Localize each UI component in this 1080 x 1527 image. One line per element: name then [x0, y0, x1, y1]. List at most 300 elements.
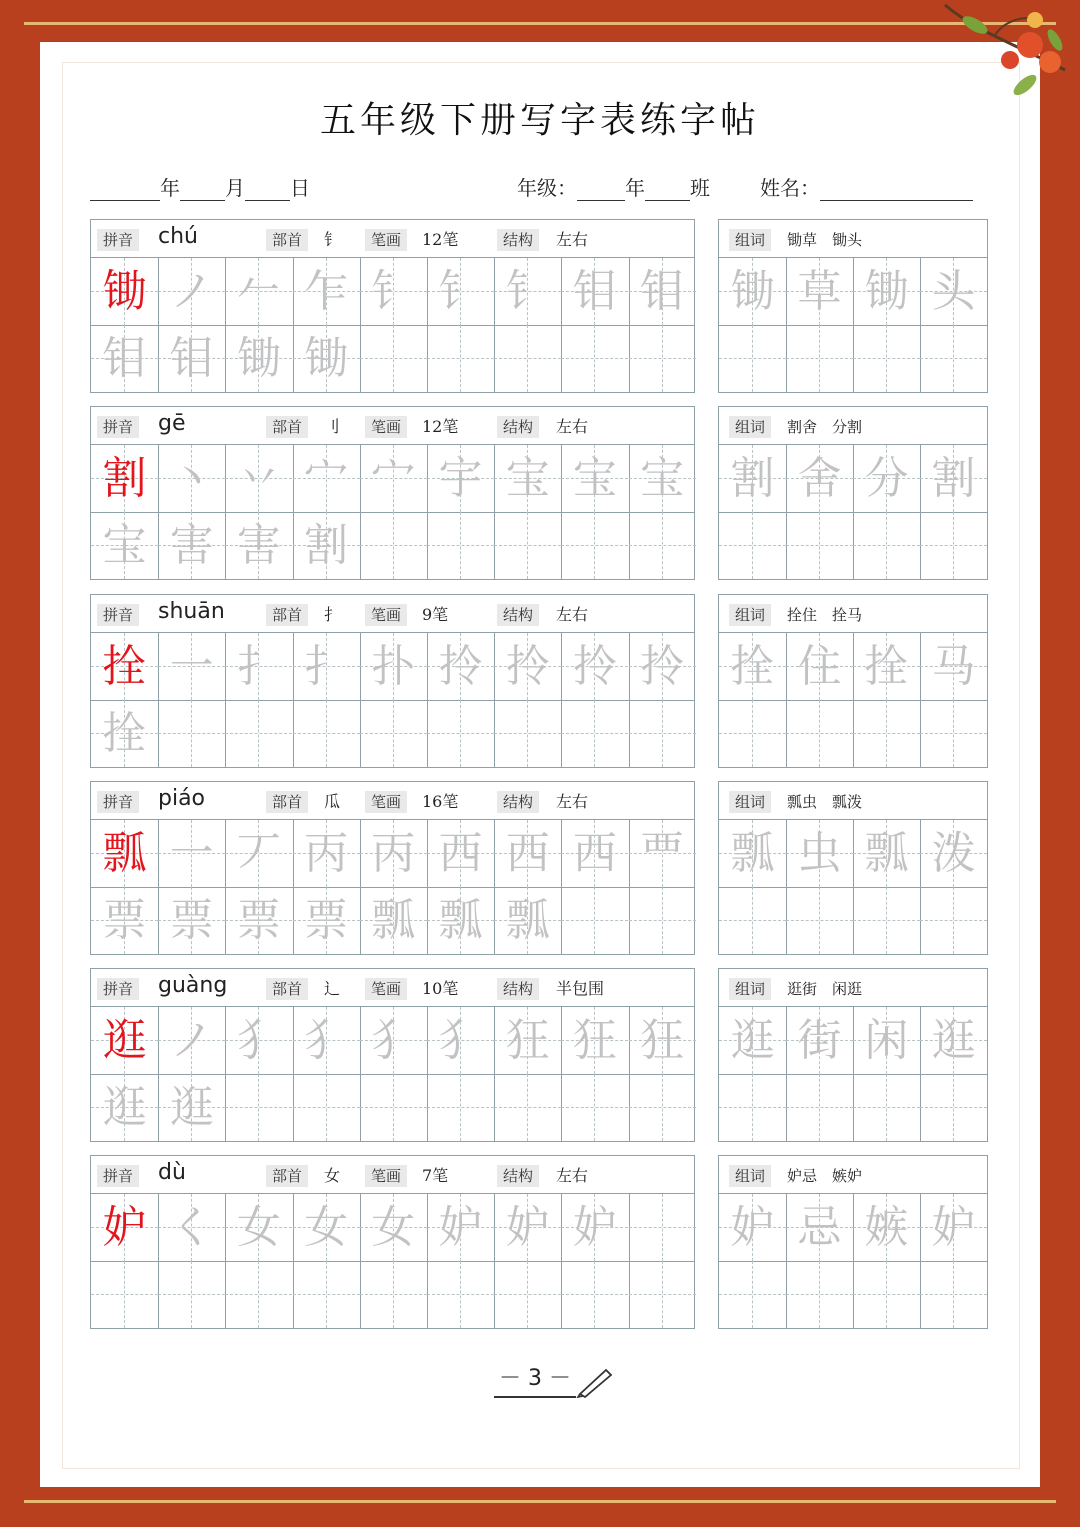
strokes-value: 12笔 [422, 230, 459, 249]
character-practice-box [90, 781, 695, 955]
writing-cell[interactable] [494, 1074, 561, 1141]
writing-cell[interactable] [360, 1261, 427, 1328]
writing-cell[interactable] [158, 1007, 225, 1074]
writing-cell[interactable] [158, 1194, 225, 1261]
character-info-header [91, 782, 694, 820]
writing-cell[interactable] [91, 887, 158, 954]
stroke-order-step: く [169, 1202, 214, 1253]
word-trace-character: 逛 [931, 1015, 976, 1066]
stroke-order-step: 一 [169, 828, 214, 879]
word-writing-cell[interactable] [786, 445, 853, 512]
cell-guide-vertical [953, 887, 954, 954]
writing-cell[interactable] [293, 820, 360, 887]
writing-cell[interactable] [494, 325, 561, 392]
word-writing-cell[interactable] [853, 1007, 920, 1074]
writing-cell[interactable] [360, 512, 427, 579]
word-writing-cell[interactable] [719, 445, 786, 512]
stroke-order-step: 宝 [102, 520, 147, 571]
character-info-header [91, 220, 694, 258]
word-writing-cell[interactable] [719, 633, 786, 700]
word-writing-cell[interactable] [719, 887, 786, 954]
writing-cell[interactable] [158, 820, 225, 887]
word-writing-cell[interactable] [853, 445, 920, 512]
stroke-order-step: 犭 [236, 1015, 281, 1066]
word-trace-character: 舍 [797, 453, 842, 504]
writing-cell[interactable] [494, 633, 561, 700]
stroke-order-step: 扌 [236, 641, 281, 692]
writing-cell[interactable] [561, 1194, 628, 1261]
writing-cell[interactable] [293, 445, 360, 512]
cell-guide-vertical [953, 512, 954, 579]
writing-cell[interactable] [629, 325, 696, 392]
word-writing-cell[interactable] [920, 633, 987, 700]
word-writing-cell[interactable] [853, 1261, 920, 1328]
writing-cell[interactable] [494, 258, 561, 325]
stroke-order-step: 瓢 [371, 895, 416, 946]
word-writing-cell[interactable] [853, 1194, 920, 1261]
stroke-order-step: 钼 [169, 333, 214, 384]
name-blank[interactable] [820, 178, 973, 201]
writing-cell[interactable] [360, 445, 427, 512]
writing-cell[interactable] [561, 1007, 628, 1074]
word-trace-character: 锄 [730, 266, 775, 317]
writing-cell[interactable] [225, 1194, 292, 1261]
stroke-order-step: 丆 [236, 828, 281, 879]
word-trace-character: 忌 [797, 1202, 842, 1253]
word-writing-cell[interactable] [853, 820, 920, 887]
word-writing-cell[interactable] [719, 820, 786, 887]
writing-cell[interactable] [225, 1007, 292, 1074]
stroke-order-step: 扑 [371, 641, 416, 692]
pinyin-label: 拼音 [97, 1165, 139, 1187]
writing-cell[interactable] [293, 325, 360, 392]
cell-guide-vertical [594, 1261, 595, 1328]
writing-cell[interactable] [360, 700, 427, 767]
word-writing-cell[interactable] [920, 887, 987, 954]
day-blank[interactable] [245, 178, 290, 201]
strokes-label: 笔画 [365, 978, 407, 1000]
structure-label: 结构 [497, 604, 539, 626]
grade-blank[interactable] [577, 178, 625, 201]
writing-cell[interactable] [360, 633, 427, 700]
stroke-order-step: 女 [236, 1202, 281, 1253]
writing-cell[interactable] [494, 445, 561, 512]
writing-cell[interactable] [494, 820, 561, 887]
cell-guide-vertical [886, 325, 887, 392]
word-writing-cell[interactable] [719, 325, 786, 392]
cell-guide-vertical [258, 700, 259, 767]
writing-cell[interactable] [91, 445, 158, 512]
character-info-header [91, 1156, 694, 1194]
strokes-value: 10笔 [422, 979, 459, 998]
cell-guide-vertical [752, 1261, 753, 1328]
writing-cell[interactable] [225, 445, 292, 512]
word-writing-cell[interactable] [786, 1007, 853, 1074]
writing-cell[interactable] [561, 1074, 628, 1141]
writing-cell[interactable] [360, 258, 427, 325]
writing-cell[interactable] [561, 887, 628, 954]
words-value: 瓢虫 瓢泼 [787, 793, 863, 811]
stroke-order-step: 宝 [640, 453, 685, 504]
cell-guide-vertical [662, 700, 663, 767]
writing-cell[interactable] [91, 820, 158, 887]
word-writing-cell[interactable] [719, 1007, 786, 1074]
writing-cell[interactable] [427, 1194, 494, 1261]
word-writing-cell[interactable] [920, 1007, 987, 1074]
writing-cell[interactable] [494, 1007, 561, 1074]
strokes-value: 16笔 [422, 792, 459, 811]
writing-cell[interactable] [629, 1074, 696, 1141]
model-character: 瓢 [102, 828, 147, 879]
writing-cell[interactable] [561, 700, 628, 767]
writing-cell[interactable] [494, 512, 561, 579]
stroke-order-step: 逛 [169, 1082, 214, 1133]
writing-cell[interactable] [225, 1074, 292, 1141]
stroke-order-step: 钅 [505, 266, 550, 317]
word-info-header [719, 969, 987, 1007]
stroke-order-step: 钼 [102, 333, 147, 384]
month-blank[interactable] [180, 178, 225, 201]
stroke-order-step: 丷 [236, 453, 281, 504]
cell-guide-vertical [594, 1074, 595, 1141]
writing-cell[interactable] [293, 1261, 360, 1328]
structure-value: 半包围 [556, 979, 605, 998]
cell-guide-vertical [662, 1194, 663, 1261]
writing-cell[interactable] [427, 1007, 494, 1074]
cell-guide-vertical [953, 700, 954, 767]
model-character: 锄 [102, 266, 147, 317]
model-character: 拴 [102, 641, 147, 692]
cell-guide-vertical [393, 512, 394, 579]
word-writing-cell[interactable] [920, 325, 987, 392]
pinyin-label: 拼音 [97, 604, 139, 626]
cell-guide-vertical [662, 325, 663, 392]
writing-cell[interactable] [629, 820, 696, 887]
writing-cell[interactable] [91, 512, 158, 579]
word-trace-character: 分 [864, 453, 909, 504]
writing-cell[interactable] [293, 633, 360, 700]
cell-guide-vertical [662, 887, 663, 954]
pinyin-value: shuān [158, 599, 225, 624]
word-writing-cell[interactable] [920, 820, 987, 887]
stroke-order-step: 覀 [640, 828, 685, 879]
words-value: 拴住 拴马 [787, 606, 863, 624]
writing-cell[interactable] [629, 512, 696, 579]
writing-cell[interactable] [427, 633, 494, 700]
word-practice-box [718, 781, 988, 955]
word-trace-character: 住 [797, 641, 842, 692]
stroke-order-step: 宝 [505, 453, 550, 504]
word-writing-cell[interactable] [786, 512, 853, 579]
cell-guide-vertical [460, 1261, 461, 1328]
words-value: 锄草 锄头 [787, 231, 863, 249]
character-practice-box [90, 594, 695, 768]
cell-guide-vertical [752, 887, 753, 954]
writing-cell[interactable] [360, 887, 427, 954]
writing-cell[interactable] [427, 258, 494, 325]
word-trace-character: 割 [931, 453, 976, 504]
writing-cell[interactable] [561, 820, 628, 887]
day-label: 日 [290, 176, 310, 200]
writing-cell[interactable] [561, 1261, 628, 1328]
word-writing-cell[interactable] [920, 1261, 987, 1328]
structure-value: 左右 [556, 230, 589, 249]
word-writing-cell[interactable] [920, 445, 987, 512]
writing-cell[interactable] [91, 700, 158, 767]
radical-value: 辶 [324, 979, 341, 998]
word-writing-cell[interactable] [920, 1194, 987, 1261]
frame-gold-line-bottom [24, 1500, 1056, 1503]
word-writing-cell[interactable] [719, 512, 786, 579]
stroke-order-step: 钅 [438, 266, 483, 317]
word-info-header [719, 407, 987, 445]
writing-cell[interactable] [225, 325, 292, 392]
model-character: 妒 [102, 1202, 147, 1253]
writing-cell[interactable] [91, 325, 158, 392]
writing-cell[interactable] [427, 700, 494, 767]
word-writing-cell[interactable] [786, 325, 853, 392]
stroke-order-step: 钼 [572, 266, 617, 317]
writing-cell[interactable] [427, 820, 494, 887]
pinyin-value: gē [158, 411, 186, 436]
writing-cell[interactable] [158, 633, 225, 700]
writing-cell[interactable] [91, 1074, 158, 1141]
stroke-order-step: 女 [371, 1202, 416, 1253]
writing-cell[interactable] [91, 1007, 158, 1074]
word-trace-character: 闲 [864, 1015, 909, 1066]
word-trace-character: 马 [931, 641, 976, 692]
writing-cell[interactable] [494, 1194, 561, 1261]
writing-cell[interactable] [561, 633, 628, 700]
writing-cell[interactable] [225, 633, 292, 700]
pinyin-label: 拼音 [97, 229, 139, 251]
radical-value: 瓜 [324, 792, 341, 811]
stroke-order-step: 扌 [304, 641, 349, 692]
writing-cell[interactable] [561, 512, 628, 579]
grade-year-label: 年 [625, 176, 645, 200]
stroke-order-step: 宝 [572, 453, 617, 504]
pinyin-value: chú [158, 224, 198, 249]
writing-cell[interactable] [427, 512, 494, 579]
word-writing-cell[interactable] [719, 700, 786, 767]
word-writing-cell[interactable] [719, 258, 786, 325]
writing-cell[interactable] [158, 445, 225, 512]
writing-cell[interactable] [225, 820, 292, 887]
word-writing-cell[interactable] [853, 258, 920, 325]
word-writing-cell[interactable] [853, 512, 920, 579]
stroke-order-step: 害 [236, 520, 281, 571]
writing-cell[interactable] [158, 258, 225, 325]
word-writing-cell[interactable] [786, 1074, 853, 1141]
writing-cell[interactable] [427, 1074, 494, 1141]
word-trace-character: 泼 [931, 828, 976, 879]
word-writing-cell[interactable] [719, 1194, 786, 1261]
word-writing-cell[interactable] [719, 1261, 786, 1328]
class-label: 班 [690, 176, 710, 200]
word-trace-character: 街 [797, 1015, 842, 1066]
writing-cell[interactable] [158, 1261, 225, 1328]
strokes-label: 笔画 [365, 416, 407, 438]
writing-cell[interactable] [293, 1007, 360, 1074]
word-trace-character: 瓢 [864, 828, 909, 879]
word-practice-box [718, 968, 988, 1142]
writing-cell[interactable] [225, 700, 292, 767]
writing-cell[interactable] [427, 445, 494, 512]
word-writing-cell[interactable] [920, 700, 987, 767]
word-practice-box [718, 594, 988, 768]
name-line [760, 172, 973, 201]
writing-cell[interactable] [158, 1074, 225, 1141]
writing-cell[interactable] [225, 887, 292, 954]
writing-cell[interactable] [494, 887, 561, 954]
cell-guide-vertical [191, 700, 192, 767]
word-practice-box [718, 1155, 988, 1329]
word-writing-cell[interactable] [920, 1074, 987, 1141]
word-writing-cell[interactable] [719, 1074, 786, 1141]
cell-guide-vertical [886, 1074, 887, 1141]
writing-cell[interactable] [629, 1261, 696, 1328]
writing-cell[interactable] [293, 258, 360, 325]
stroke-order-step: 票 [102, 895, 147, 946]
writing-cell[interactable] [360, 1194, 427, 1261]
cell-guide-vertical [527, 512, 528, 579]
strokes-value: 9笔 [422, 605, 449, 624]
writing-cell[interactable] [91, 1261, 158, 1328]
writing-cell[interactable] [293, 700, 360, 767]
strokes-label: 笔画 [365, 229, 407, 251]
word-writing-cell[interactable] [853, 633, 920, 700]
stroke-order-step: 乍 [304, 266, 349, 317]
character-info-header [91, 969, 694, 1007]
writing-cell[interactable] [225, 512, 292, 579]
writing-cell[interactable] [629, 1007, 696, 1074]
word-writing-cell[interactable] [786, 1194, 853, 1261]
word-writing-cell[interactable] [920, 258, 987, 325]
word-trace-character: 逛 [730, 1015, 775, 1066]
grade-label: 年级： [517, 176, 577, 200]
word-writing-cell[interactable] [786, 633, 853, 700]
cell-guide-vertical [953, 1261, 954, 1328]
stroke-order-step: 西 [505, 828, 550, 879]
structure-label: 结构 [497, 978, 539, 1000]
writing-cell[interactable] [494, 1261, 561, 1328]
name-label: 姓名： [760, 176, 820, 200]
writing-cell[interactable] [427, 1261, 494, 1328]
writing-cell[interactable] [225, 1261, 292, 1328]
stroke-order-step: 宇 [438, 453, 483, 504]
words-label: 组词 [729, 978, 771, 1000]
writing-cell[interactable] [91, 258, 158, 325]
radical-label: 部首 [266, 604, 308, 626]
cell-guide-vertical [527, 1074, 528, 1141]
writing-cell[interactable] [629, 633, 696, 700]
writing-cell[interactable] [225, 258, 292, 325]
writing-cell[interactable] [561, 258, 628, 325]
writing-cell[interactable] [158, 700, 225, 767]
writing-cell[interactable] [91, 1194, 158, 1261]
writing-cell[interactable] [158, 512, 225, 579]
stroke-order-step: 狂 [640, 1015, 685, 1066]
writing-cell[interactable] [158, 887, 225, 954]
stroke-order-step: ノ [169, 1015, 214, 1066]
stroke-order-step: 瓢 [505, 895, 550, 946]
writing-cell[interactable] [360, 1074, 427, 1141]
writing-cell[interactable] [293, 887, 360, 954]
writing-cell[interactable] [494, 700, 561, 767]
strokes-value: 7笔 [422, 1166, 449, 1185]
writing-cell[interactable] [360, 820, 427, 887]
word-writing-cell[interactable] [786, 887, 853, 954]
writing-cell[interactable] [629, 887, 696, 954]
writing-cell[interactable] [360, 1007, 427, 1074]
class-blank[interactable] [645, 178, 690, 201]
word-writing-cell[interactable] [853, 887, 920, 954]
stroke-order-step: 丶 [169, 453, 214, 504]
word-practice-box [718, 406, 988, 580]
stroke-order-step: 女 [304, 1202, 349, 1253]
cell-guide-vertical [953, 325, 954, 392]
cell-guide-vertical [326, 1261, 327, 1328]
cell-guide-vertical [460, 700, 461, 767]
writing-cell[interactable] [629, 700, 696, 767]
word-writing-cell[interactable] [920, 512, 987, 579]
stroke-order-step: 西 [572, 828, 617, 879]
word-writing-cell[interactable] [786, 258, 853, 325]
cell-guide-vertical [393, 700, 394, 767]
character-info-header [91, 595, 694, 633]
writing-cell[interactable] [91, 633, 158, 700]
writing-cell[interactable] [293, 1074, 360, 1141]
stroke-order-step: 宀 [371, 453, 416, 504]
strokes-label: 笔画 [365, 791, 407, 813]
word-writing-cell[interactable] [786, 700, 853, 767]
cell-guide-vertical [886, 887, 887, 954]
stroke-order-step: 拎 [505, 641, 550, 692]
word-writing-cell[interactable] [786, 820, 853, 887]
words-label: 组词 [729, 416, 771, 438]
word-writing-cell[interactable] [853, 325, 920, 392]
year-blank[interactable] [90, 178, 160, 201]
words-label: 组词 [729, 229, 771, 251]
stroke-order-step: 票 [304, 895, 349, 946]
word-info-header [719, 595, 987, 633]
word-writing-cell[interactable] [786, 1261, 853, 1328]
pinyin-label: 拼音 [97, 978, 139, 1000]
word-writing-cell[interactable] [853, 1074, 920, 1141]
writing-cell[interactable] [561, 445, 628, 512]
cell-guide-vertical [460, 325, 461, 392]
pinyin-label: 拼音 [97, 791, 139, 813]
writing-cell[interactable] [629, 258, 696, 325]
writing-cell[interactable] [629, 1194, 696, 1261]
writing-cell[interactable] [629, 445, 696, 512]
cell-guide-vertical [594, 700, 595, 767]
radical-label: 部首 [266, 791, 308, 813]
writing-cell[interactable] [427, 887, 494, 954]
writing-cell[interactable] [293, 1194, 360, 1261]
writing-cell[interactable] [293, 512, 360, 579]
writing-cell[interactable] [561, 325, 628, 392]
structure-label: 结构 [497, 791, 539, 813]
frame-gold-line-top [24, 22, 1056, 25]
writing-cell[interactable] [360, 325, 427, 392]
structure-label: 结构 [497, 416, 539, 438]
radical-label: 部首 [266, 1165, 308, 1187]
word-writing-cell[interactable] [853, 700, 920, 767]
stroke-order-step: 狂 [505, 1015, 550, 1066]
writing-cell[interactable] [158, 325, 225, 392]
writing-cell[interactable] [427, 325, 494, 392]
